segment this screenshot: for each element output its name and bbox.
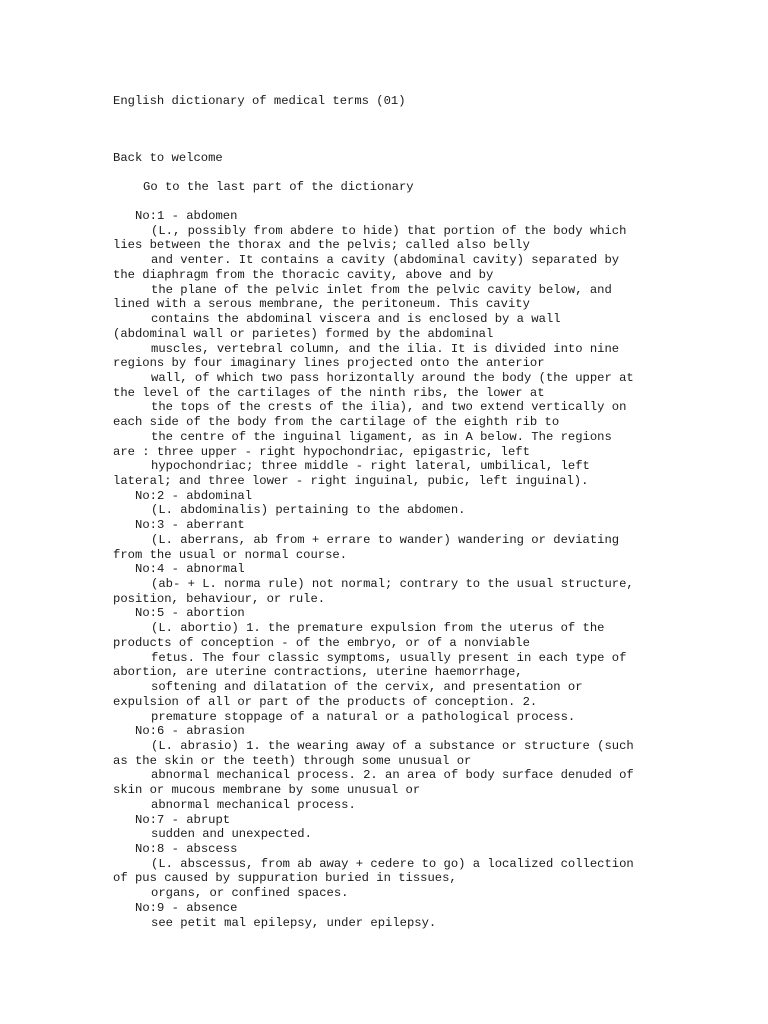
entry-line: the tops of the crests of the ilia), and two extend vertically on [151, 400, 627, 415]
entry-line: skin or mucous membrane by some unusual or [113, 783, 421, 798]
entry-line: the plane of the pelvic inlet from the pelvic cavity below, and [151, 282, 612, 297]
entry-line: each side of the body from the cartilage of the eighth rib to [113, 415, 560, 430]
entry-line: abortion, are uterine contractions, uterine haemorrhage, [113, 665, 523, 680]
entry-line: premature stoppage of a natural or a pathological process. [151, 709, 576, 724]
entry-line: muscles, vertebral column, and the ilia. It is divided into nine [151, 341, 620, 356]
page-title: English dictionary of medical terms (01) [113, 94, 406, 108]
entry-line: No:7 - abrupt [135, 812, 231, 827]
entry-line: wall, of which two pass horizontally around the body (the upper at [151, 370, 634, 385]
entry-line: and venter. It contains a cavity (abdominal cavity) separated by [151, 253, 620, 268]
entry-line: organs, or confined spaces. [151, 886, 349, 901]
entry-line: lateral; and three lower - right inguinal, pubic, left inguinal). [113, 474, 589, 488]
entry-line: see petit mal epilepsy, under epilepsy. [151, 915, 437, 930]
entry-line: (L. abscessus, from ab away + cedere to go) a localized collection [151, 856, 634, 871]
entry-line: No:9 - absence [135, 900, 238, 915]
entry-line: the level of the cartilages of the ninth ribs, the lower at [113, 385, 545, 400]
entry-line: (ab- + L. norma rule) not normal; contrary to the usual structure, [151, 577, 634, 591]
entry-line: No:5 - abortion [135, 606, 245, 621]
entry-line: No:3 - aberrant [135, 518, 245, 533]
entry-line: (L. abrasio) 1. the wearing away of a substance or structure (such [151, 738, 634, 753]
entry-line: abnormal mechanical process. 2. an area of body surface denuded of [151, 768, 634, 783]
back-to-welcome-link[interactable]: Back to welcome [113, 151, 223, 165]
entry-line: position, behaviour, or rule. [113, 591, 326, 606]
entry-line: No:6 - abrasion [135, 724, 245, 739]
entry-line: from the usual or normal course. [113, 547, 348, 562]
entry-line: fetus. The four classic symptoms, usually present in each type of [151, 650, 627, 665]
entry-line: (L., possibly from abdere to hide) that portion of the body which [151, 223, 627, 238]
entry-line: No:4 - abnormal [135, 562, 245, 577]
entry-line: the diaphragm from the thoracic cavity, above and by [113, 267, 494, 282]
entry-line: (L. abortio) 1. the premature expulsion from the uterus of the [151, 621, 605, 636]
entry-line: products of conception - of the embryo, or of a nonviable [113, 635, 530, 650]
entry-line: contains the abdominal viscera and is enclosed by a wall [151, 312, 561, 326]
entry-line: are : three upper - right hypochondriac, epigastric, left [113, 444, 530, 459]
entry-line: the centre of the inguinal ligament, as in A below. The regions [151, 429, 612, 444]
entry-line: (L. aberrans, ab from + errare to wander) wandering or deviating [151, 532, 620, 547]
entry-line: sudden and unexpected. [151, 827, 312, 842]
entry-line: (L. abdominalis) pertaining to the abdomen. [151, 503, 466, 518]
entry-line: as the skin or the teeth) through some unusual or [113, 753, 472, 768]
entry-line: No:2 - abdominal [135, 488, 253, 503]
entry-line: expulsion of all or part of the products of conception. 2. [113, 694, 538, 709]
entry-line: regions by four imaginary lines projected onto the anterior [113, 356, 545, 371]
entry-line: lined with a serous membrane, the peritoneum. This cavity [113, 297, 530, 312]
entry-line: abnormal mechanical process. [151, 797, 356, 812]
last-part-link[interactable]: Go to the last part of the dictionary [143, 180, 414, 194]
entry-line: (abdominal wall or parietes) formed by the abdominal [113, 326, 494, 341]
entry-line: No:1 - abdomen [135, 209, 238, 223]
entry-line: No:8 - abscess [135, 842, 238, 856]
entry-line: hypochondriac; three middle - right lateral, umbilical, left [151, 459, 590, 474]
entry-line: softening and dilatation of the cervix, and presentation or [151, 680, 583, 694]
entry-line: lies between the thorax and the pelvis; called also belly [113, 238, 530, 253]
entry-line: of pus caused by suppuration buried in tissues, [113, 871, 457, 886]
